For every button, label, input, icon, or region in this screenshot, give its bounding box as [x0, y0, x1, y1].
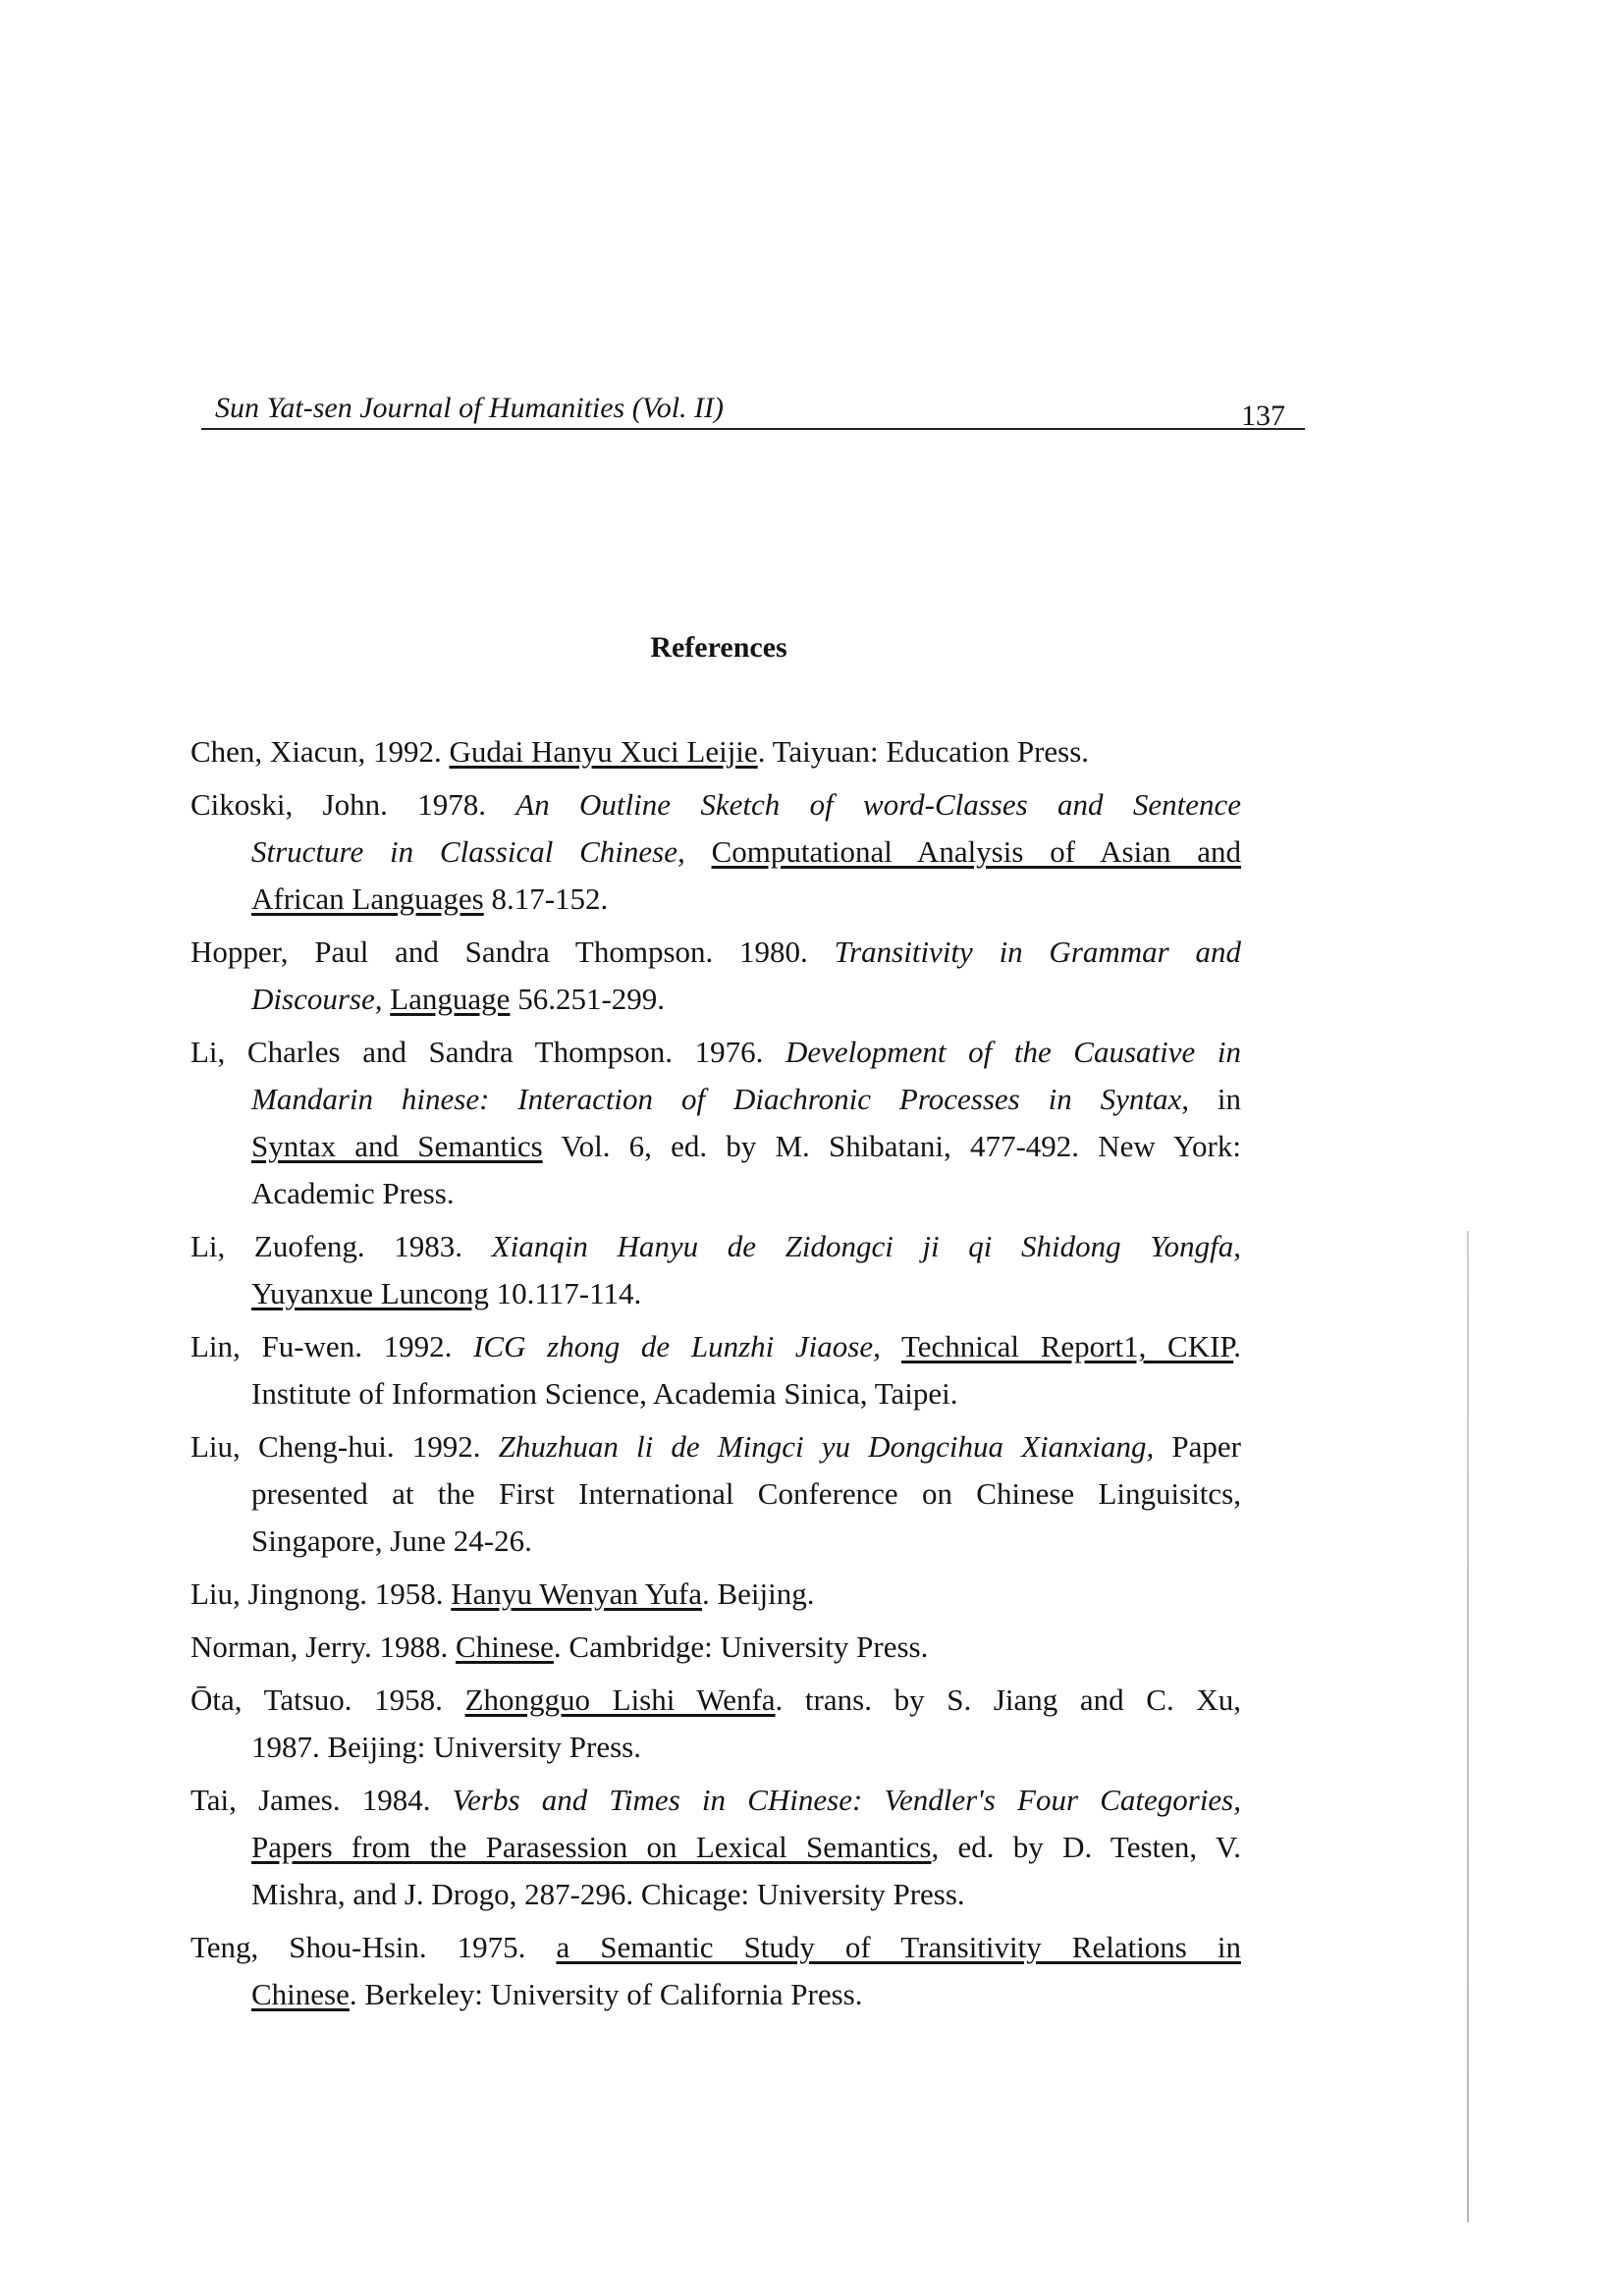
reference-text: Lin, Fu-wen. 1992. [190, 1329, 474, 1363]
reference-entry [190, 1323, 1241, 1417]
reference-text: in [1188, 1082, 1241, 1116]
reference-line [190, 1170, 1241, 1217]
reference-text: 56.251-299. [510, 982, 666, 1016]
reference-line [190, 1571, 1241, 1618]
reference-line [190, 1370, 1241, 1417]
reference-text: 1987. Beijing: University Press. [251, 1730, 641, 1764]
title-italic: Discourse, [251, 982, 383, 1016]
title-underlined: Zhongguo Lishi Wenfa [464, 1682, 776, 1717]
reference-line [190, 876, 1241, 923]
reference-line [190, 1824, 1241, 1871]
title-underlined: Chinese [251, 1977, 350, 2011]
reference-line [190, 1423, 1241, 1470]
reference-entry [190, 1777, 1241, 1918]
reference-line [190, 1029, 1241, 1076]
reference-text: . Taiyuan: Education Press. [757, 734, 1090, 769]
scan-edge-line [1467, 1231, 1469, 2222]
running-head [201, 389, 1305, 430]
title-italic: An Outline Sketch of word-Classes and Sentence [515, 787, 1241, 822]
reference-text: . trans. by S. Jiang and C. Xu, [775, 1682, 1241, 1717]
title-underlined: Computational Analysis of Asian and [711, 834, 1242, 869]
title-underlined: Syntax and Semantics [251, 1129, 543, 1163]
title-underlined: Gudai Hanyu Xuci Leijie [449, 734, 758, 769]
reference-text: Paper [1154, 1429, 1241, 1464]
reference-entry [190, 1223, 1241, 1317]
reference-line [190, 929, 1241, 976]
reference-text: . [1233, 1329, 1241, 1363]
reference-entry [190, 1029, 1241, 1217]
reference-line [190, 781, 1241, 828]
reference-text: presented at the First International Conference on Chinese Linguisitcs, [251, 1476, 1241, 1511]
title-italic: Zhuzhuan li de Mingci yu Dongcihua Xianxiang, [498, 1429, 1155, 1464]
reference-line [190, 1677, 1241, 1724]
reference-entry [190, 728, 1241, 775]
reference-line [190, 1871, 1241, 1918]
reference-line [190, 1624, 1241, 1671]
title-underlined: Technical Report1, CKIP [901, 1329, 1234, 1363]
reference-text: Liu, Jingnong. 1958. [190, 1576, 452, 1611]
reference-line [190, 1724, 1241, 1771]
reference-line [190, 1223, 1241, 1270]
reference-text: Cikoski, John. 1978. [190, 787, 516, 822]
reference-line [190, 1123, 1241, 1170]
reference-text: Teng, Shou-Hsin. 1975. [190, 1930, 557, 1964]
title-underlined: a Semantic Study of Transitivity Relations in [556, 1930, 1241, 1964]
reference-entry [190, 1924, 1241, 2018]
reference-text: Li, Zuofeng. 1983. [190, 1229, 492, 1263]
reference-line [190, 1076, 1241, 1123]
reference-text: Singapore, June 24-26. [251, 1523, 532, 1558]
title-italic: Development of the Causative in [785, 1035, 1241, 1069]
page-number: 137 [1241, 400, 1285, 432]
reference-text: Hopper, Paul and Sandra Thompson. 1980. [190, 934, 835, 969]
reference-text: Li, Charles and Sandra Thompson. 1976. [190, 1035, 785, 1069]
title-italic: Mandarin hinese: Interaction of Diachronic Processes in Syntax, [251, 1082, 1189, 1116]
reference-text [685, 834, 712, 869]
reference-text: Liu, Cheng-hui. 1992. [190, 1429, 499, 1464]
reference-text: Ōta, Tatsuo. 1958. [190, 1682, 465, 1717]
reference-text [881, 1329, 901, 1363]
reference-text: Academic Press. [251, 1176, 455, 1210]
reference-text: Institute of Information Science, Academia Sinica, Taipei. [251, 1376, 958, 1411]
reference-line [190, 1270, 1241, 1317]
reference-text: 10.117-114. [488, 1276, 642, 1310]
reference-text: 8.17-152. [483, 881, 609, 916]
title-underlined: Language [390, 982, 511, 1016]
reference-line [190, 828, 1241, 876]
references-heading: References [650, 631, 787, 664]
reference-text: Vol. 6, ed. by M. Shibatani, 477-492. New York: [542, 1129, 1241, 1163]
reference-text: Chen, Xiacun, 1992. [190, 734, 450, 769]
reference-line [190, 976, 1241, 1023]
reference-line [190, 1518, 1241, 1565]
reference-line [190, 1777, 1241, 1824]
reference-entry [190, 781, 1241, 923]
reference-entry [190, 1571, 1241, 1618]
title-italic: Transitivity in Grammar and [834, 934, 1241, 969]
reference-text: Norman, Jerry. 1988. [190, 1629, 457, 1664]
reference-entry [190, 1423, 1241, 1565]
title-underlined: Papers from the Parasession on Lexical Semantics [251, 1830, 932, 1864]
title-underlined: African Languages [251, 881, 484, 916]
reference-list [190, 728, 1241, 2024]
reference-line [190, 1971, 1241, 2018]
title-underlined: Yuyanxue Luncong [251, 1276, 489, 1310]
reference-line [190, 1323, 1241, 1370]
reference-text: , ed. by D. Testen, V. [931, 1830, 1241, 1864]
title-underlined: Hanyu Wenyan Yufa [451, 1576, 702, 1611]
reference-text: Tai, James. 1984. [190, 1783, 453, 1817]
title-italic: Xianqin Hanyu de Zidongci ji qi Shidong Yongfa, [491, 1229, 1241, 1263]
reference-text: Mishra, and J. Drogo, 287-296. Chicage: University Press. [251, 1877, 965, 1911]
reference-line [190, 728, 1241, 775]
reference-entry [190, 929, 1241, 1023]
journal-title: Sun Yat-sen Journal of Humanities (Vol. II) [215, 392, 725, 424]
title-italic: Verbs and Times in CHinese: Vendler's Four Categories, [452, 1783, 1241, 1817]
reference-line [190, 1470, 1241, 1518]
title-italic: ICG zhong de Lunzhi Jiaose, [473, 1329, 881, 1363]
reference-text: . Cambridge: University Press. [553, 1629, 929, 1664]
reference-text: . Beijing. [702, 1576, 815, 1611]
reference-text: . Berkeley: University of California Press. [349, 1977, 863, 2011]
title-underlined: Chinese [456, 1629, 554, 1664]
reference-line [190, 1924, 1241, 1971]
title-italic: Structure in Classical Chinese, [251, 834, 685, 869]
reference-entry [190, 1624, 1241, 1671]
reference-entry [190, 1677, 1241, 1771]
